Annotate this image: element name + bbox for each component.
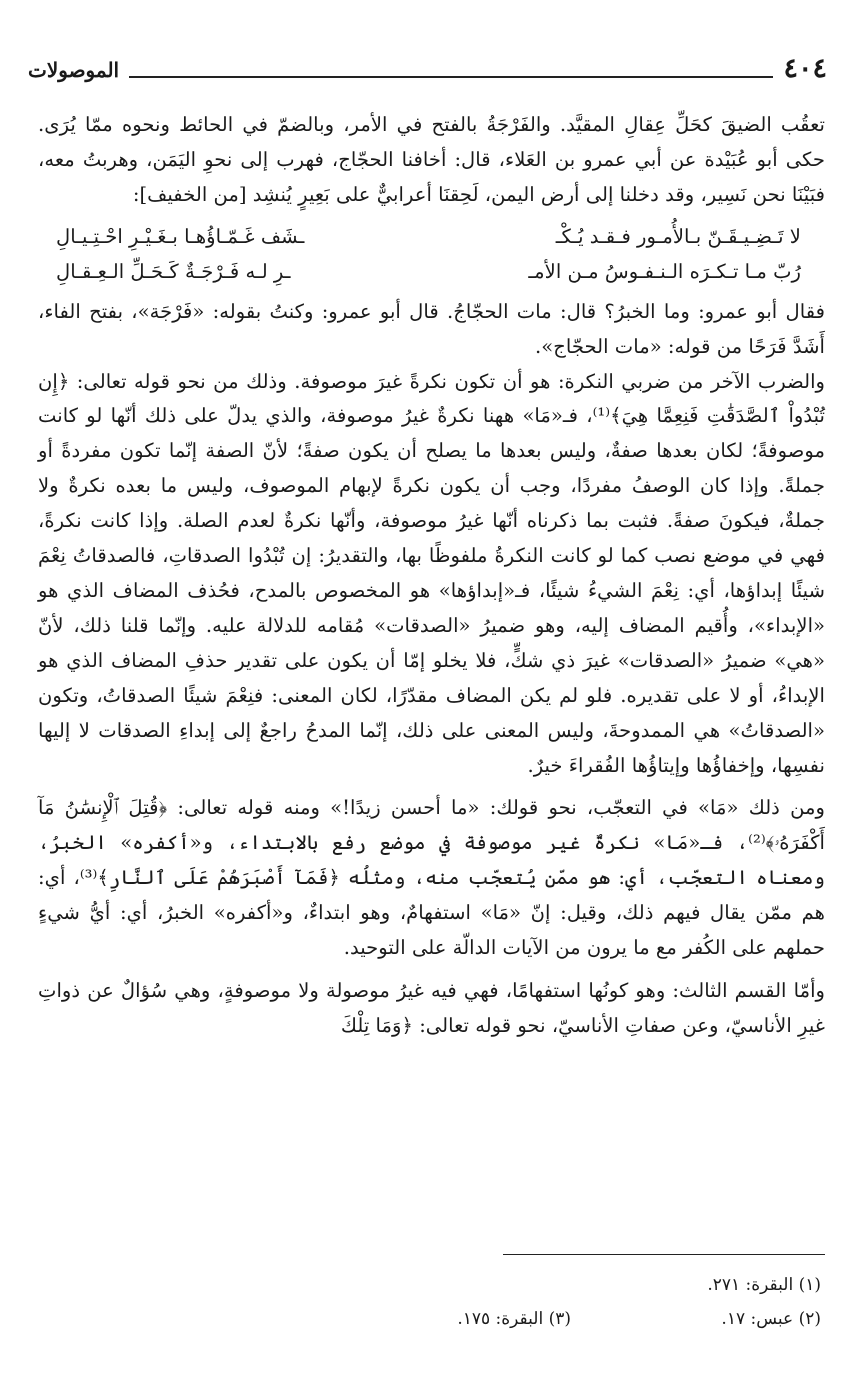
paragraph-3: والضرب الآخر من ضربي النكرة: هو أن تكون نكرةً غيرَ موصوفة. وذلك من نحو قوله تعالى: ﴿إِن تُبْدُواْ ٱلصَّدَقَٰتِ فَنِعِمَّا هِيَ﴾⁽¹⁾، فـ«مَا» ههنا نكرةٌ غيرُ موصوفة، والذي يدلّ على ذلك أنّها لو كانت موصوفةً؛ لكان بعدها صفةٌ، وليس بعدها ما يصلح أن يكون صفةً؛ لأنّ الصفة إنّما تكون مفردةً أو جملةً. وإذا كان الوصفُ مفردًا، وجب أن يكون نكرةً لإبهام الموصوف، وليس ما بعده نكرةٌ ولا جملةٌ، فيكونَ صفةً. فثبت بما ذكرناه أنّها غيرُ موصوفة، وأنّها نكرةٌ لعدم الصلة. وإذا كانت نكرةً، فهي في موضع نصب كما لو كانت النكرةُ ملفوظًا بها، والتقديرُ: إن تُبْدُوا الصدقاتِ، فالصدقاتُ نِعْمَ شيئًا إبداؤها، أي: نِعْمَ الشيءُ شيئًا، فـ«إبداؤها» هو المخصوص بالمدح، فحُذف المضاف الذي هو «الإبداء»، وأُقيم المضاف إليه، وهو ضميرُ «الصدقات» مُقامه للدلالة عليه. وإنّما قلنا ذلك، لأنّ «هي» ضميرُ «الصدقات» غيرَ ذي شكٍّ، فلا يخلو إمّا أن يكون على تقدير حذفِ المضاف الذي هو الإبداءُ، أو لا على تقديره. فلو لم يكن المضاف مقدّرًا، لكان المعنى: فنِعْمَ شيئًا الصدقاتُ، وتكون «الصدقاتُ» هي الممدوحةَ، وليس المعنى على ذلك، إنّما المدحُ راجعٌ إلى إبداءِ الصدقات لا إليها نفسِها، وإخفاؤُها وإيتاؤُها الفُقراءَ خيرٌ. bbox=[38, 369, 826, 777]
main-text bbox=[38, 108, 825, 1044]
paragraph-2: فقال أبو عمرو: وما الخبرُ؟ قال: مات الحجّاجُ. قال أبو عمرو: وكنتُ بقوله: «فَرْجَة»، بفتح الفاء، أَشَدَّ فَرَحًا من قوله: «مات الحجّاج». bbox=[38, 299, 825, 358]
header-rule bbox=[129, 76, 773, 78]
verse-hemistich-first: رُبّ مـا تـكـرَه الـنـفـوسُ مـن الأمـ bbox=[528, 259, 801, 283]
paragraph-4: ومن ذلك «مَا» في التعجّب، نحو قولك: «ما أحسن زيدًا!» ومنه قوله تعالى: ﴿قُتِلَ ٱلْإِنسَٰنُ مَآ أَكْفَرَهُۥ﴾⁽²⁾، فـ«مَا» نكرةٌ غير موصوفة في موضع رفع بالابتداء، و«أكفره» الخبرُ، ومعناه التعجّب، أي: هو ممّن يُتعجّب منه، ومثلُه ﴿فَمَآ أَصْبَرَهُمْ عَلَى ٱلنَّارِ﴾⁽³⁾، أي: هم ممّن يقال فيهم ذلك، وقيل: إنّ «مَا» استفهامٌ، وهو ابتداءٌ، و«أكفره» الخبرُ، أي: أيُّ شيءٍ حملهم على الكُفر مع ما يرون من الآيات الدالّة على التوحيد. bbox=[38, 796, 825, 960]
footnote-separator bbox=[503, 1254, 825, 1255]
footnotes bbox=[40, 1268, 821, 1336]
footnote-3: (٣) البقرة: ١٧٥. bbox=[457, 1309, 571, 1329]
verse-hemistich-second: ـشَف غَـمّـاؤُهـا بـغَـيْـرِ احْـتِـيـالِ bbox=[56, 224, 305, 248]
footnote-1: (١) البقرة: ٢٧١. bbox=[707, 1275, 821, 1295]
footnote-row bbox=[40, 1302, 821, 1336]
spacer bbox=[38, 783, 825, 791]
paragraph-1: تعقُب الضيقَ كحَلِّ عِقالِ المقيَّد. والفَرْجَةُ بالفتح في الأمر، وبالضمّ في الحائط ونحوه ممّا يُرَى. حكى أبو عُبَيْدة عن أبي عمرو بن العَلاء، قال: أخافنا الحجّاج، فهرب إلى نحوِ اليَمَن، وهربتُ معه، فبَيْنَا نحن نَسِير، وقد دخلنا إلى أرض اليمن، لَحِقنَا أعرابيٌّ على بَعِيرٍ يُنشِد [من الخفيف]: bbox=[38, 113, 825, 206]
page-header bbox=[28, 42, 827, 86]
verse-hemistich-second: ـرِ لـه فَـرْجَـةٌ كَـحَـلِّ الـعِـقـالِ bbox=[56, 259, 291, 283]
page-number: ٤٠٤ bbox=[783, 53, 827, 84]
footnote-row bbox=[40, 1268, 821, 1302]
verse-hemistich-first: لا تَـضِـيـقَـنّ بـالأُمـور فـقـد يُـكْـ bbox=[555, 224, 801, 248]
verse-line-2 bbox=[38, 254, 825, 289]
footnote-2: (٢) عبس: ١٧. bbox=[721, 1309, 821, 1329]
verse-line-1 bbox=[38, 219, 825, 254]
running-title: الموصولات bbox=[28, 58, 120, 82]
paragraph-5: وأمّا القسم الثالث: وهو كونُها استفهامًا، فهي فيه غيرُ موصولة ولا موصوفةٍ، وهي سُؤالٌ عن ذواتِ غيرِ الأناسيّ، وعن صفاتِ الأناسيّ، نحو قوله تعالى: ﴿وَمَا تِلْكَ bbox=[38, 978, 825, 1037]
spacer bbox=[38, 966, 825, 974]
